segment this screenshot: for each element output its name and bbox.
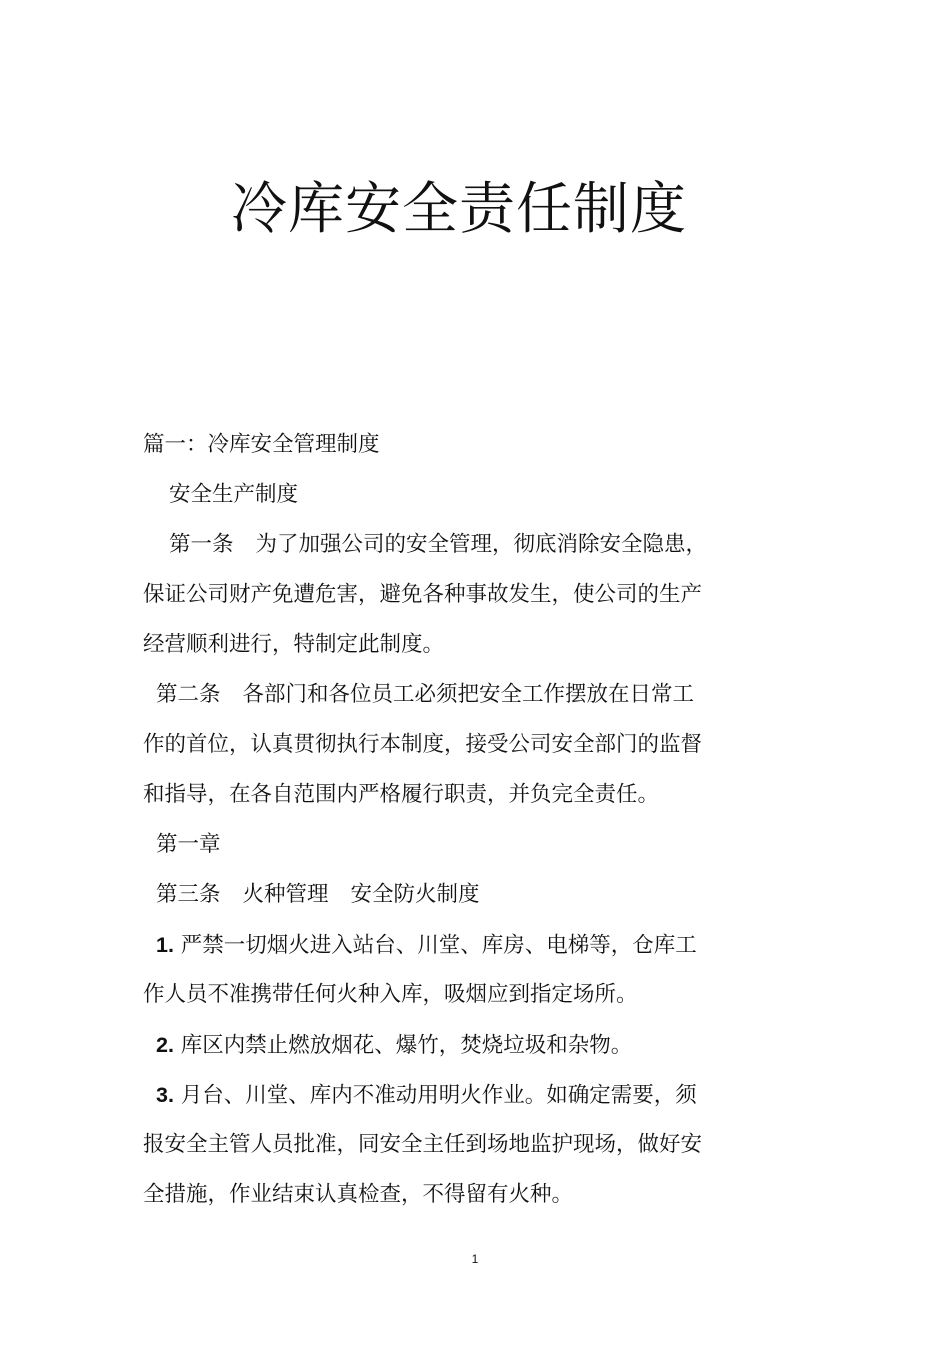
list-item-text-line: 全措施，作业结束认真检查，不得留有火种。 [143,1182,574,1207]
list-item-2 [143,1020,743,1070]
list-item-number: 3. [156,1083,174,1107]
article-2 [143,670,743,820]
list-item-1 [143,920,743,1020]
article-2-text-line: 作的首位，认真贯彻执行本制度，接受公司安全部门的监督 [143,732,703,757]
list-item-text-line: 库区内禁止燃放烟花、爆竹，焚烧垃圾和杂物。 [180,1033,633,1058]
article-2-text-line: 和指导，在各自范围内严格履行职责，并负完全责任。 [143,782,660,807]
subheading: 安全生产制度 [169,482,299,507]
article-1-text-line: 经营顺利进行，特制定此制度。 [143,632,445,657]
article-1-text-line: 保证公司财产免遭危害，避免各种事故发生，使公司的生产 [143,582,703,607]
list-item-3 [143,1070,743,1220]
article-3-part: 火种管理 [242,882,329,907]
list-item-text-line: 报安全主管人员批准，同安全主任到场地监护现场，做好安 [143,1132,703,1157]
list-item-number: 1. [156,933,174,957]
article-2-text-line: 各部门和各位员工必须把安全工作摆放在日常工 [242,682,695,707]
article-3-part: 安全防火制度 [350,882,480,907]
article-3 [143,870,743,920]
article-1-label: 第一条 [169,532,234,557]
article-3-label: 第三条 [156,882,221,907]
list-item-number: 2. [156,1033,174,1057]
document-body [143,420,743,1220]
article-1-text-line: 为了加强公司的安全管理，彻底消除安全隐患， [255,532,708,557]
article-2-label: 第二条 [156,682,221,707]
chapter-heading: 第一章 [156,832,221,857]
list-item-text-line: 月台、川堂、库内不准动用明火作业。如确定需要，须 [180,1083,697,1108]
document-title: 冷库安全责任制度 [231,177,687,242]
article-1 [143,520,743,670]
section-heading: 篇一：冷库安全管理制度 [143,432,380,457]
page-number: 1 [471,1252,479,1266]
list-item-text-line: 作人员不准携带任何火种入库，吸烟应到指定场所。 [143,982,638,1007]
list-item-text-line: 严禁一切烟火进入站台、川堂、库房、电梯等，仓库工 [180,933,697,958]
